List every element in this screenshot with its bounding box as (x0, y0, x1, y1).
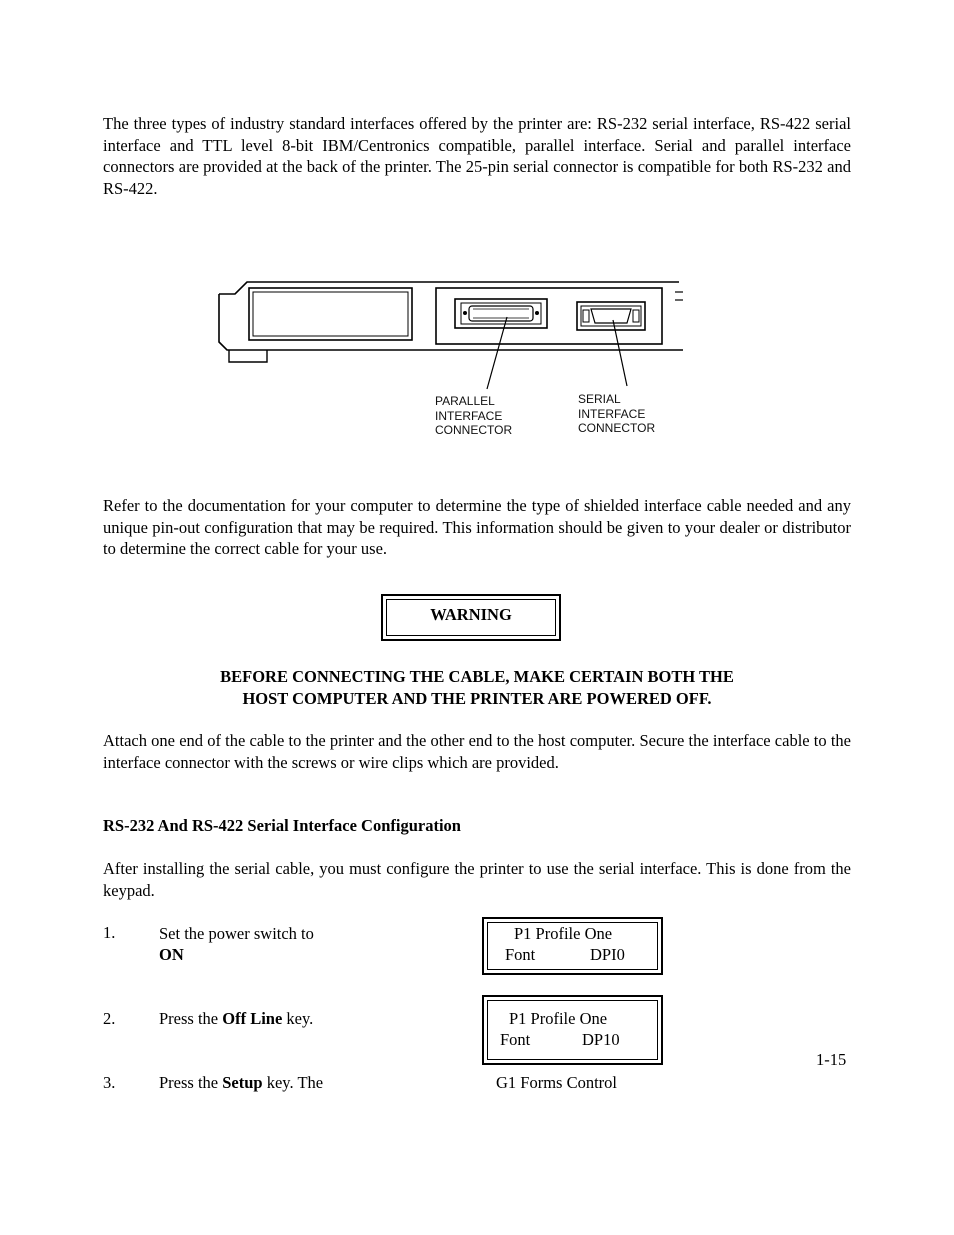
serial-connector (577, 302, 645, 330)
parallel-connector-label: PARALLEL INTERFACE CONNECTOR (435, 394, 513, 437)
warning-box (381, 594, 561, 641)
page-number: 1-15 (816, 1050, 847, 1069)
lcd-line-1: P1 Profile One (509, 1009, 608, 1028)
intro-paragraph: The three types of industry standard interfaces offered by the printer are: RS-232 serial interface, RS-422 serial interface and TTL level 8-bit IBM/Centronics compatible, parallel interface. Serial and parallel interface connectors are provided at the back of the printer. The 25-pin serial connector is compatible for both RS-232 and RS-422. (103, 114, 851, 198)
warning-line-1: BEFORE CONNECTING THE CABLE, MAKE CERTAIN BOTH THE (220, 667, 734, 686)
lcd-line-2-right: DP10 (582, 1030, 620, 1049)
refer-paragraph: Refer to the documentation for your computer to determine the type of shielded interface cable needed and any unique pin-out configuration that may be required. This information should be given to your dealer or distributor to determine the correct cable for your use. (103, 496, 851, 558)
step-number: 3. (103, 1073, 116, 1092)
warning-label: WARNING (430, 605, 512, 624)
step-text: Press the Setup key. The (159, 1073, 324, 1092)
step-text: Set the power switch to ON (159, 924, 314, 964)
lcd-display (482, 917, 663, 975)
lcd-line-2-right: DPI0 (590, 945, 625, 964)
parallel-connector (455, 299, 547, 328)
step-text: Press the Off Line key. (159, 1009, 314, 1028)
serial-connector-label: SERIAL INTERFACE CONNECTOR (578, 392, 656, 435)
lcd-line-1: P1 Profile One (514, 924, 613, 943)
lcd-line-2-left: Font (505, 945, 536, 964)
lcd-display (482, 995, 663, 1065)
warning-text (103, 666, 851, 709)
attach-paragraph: Attach one end of the cable to the printer and the other end to the host computer. Secure the interface cable to the interface connector with the screws or wire clips which are provided. (103, 731, 851, 772)
step-number: 2. (103, 1009, 116, 1028)
warning-line-2: HOST COMPUTER AND THE PRINTER ARE POWERED OFF. (242, 688, 712, 708)
lcd-text: G1 Forms Control (496, 1073, 618, 1092)
step-number: 1. (103, 923, 116, 942)
after-paragraph: After installing the serial cable, you must configure the printer to use the serial interface. This is done from the keypad. (103, 859, 851, 900)
section-heading: RS-232 And RS-422 Serial Interface Configuration (103, 816, 461, 835)
lcd-line-2-left: Font (500, 1030, 531, 1049)
